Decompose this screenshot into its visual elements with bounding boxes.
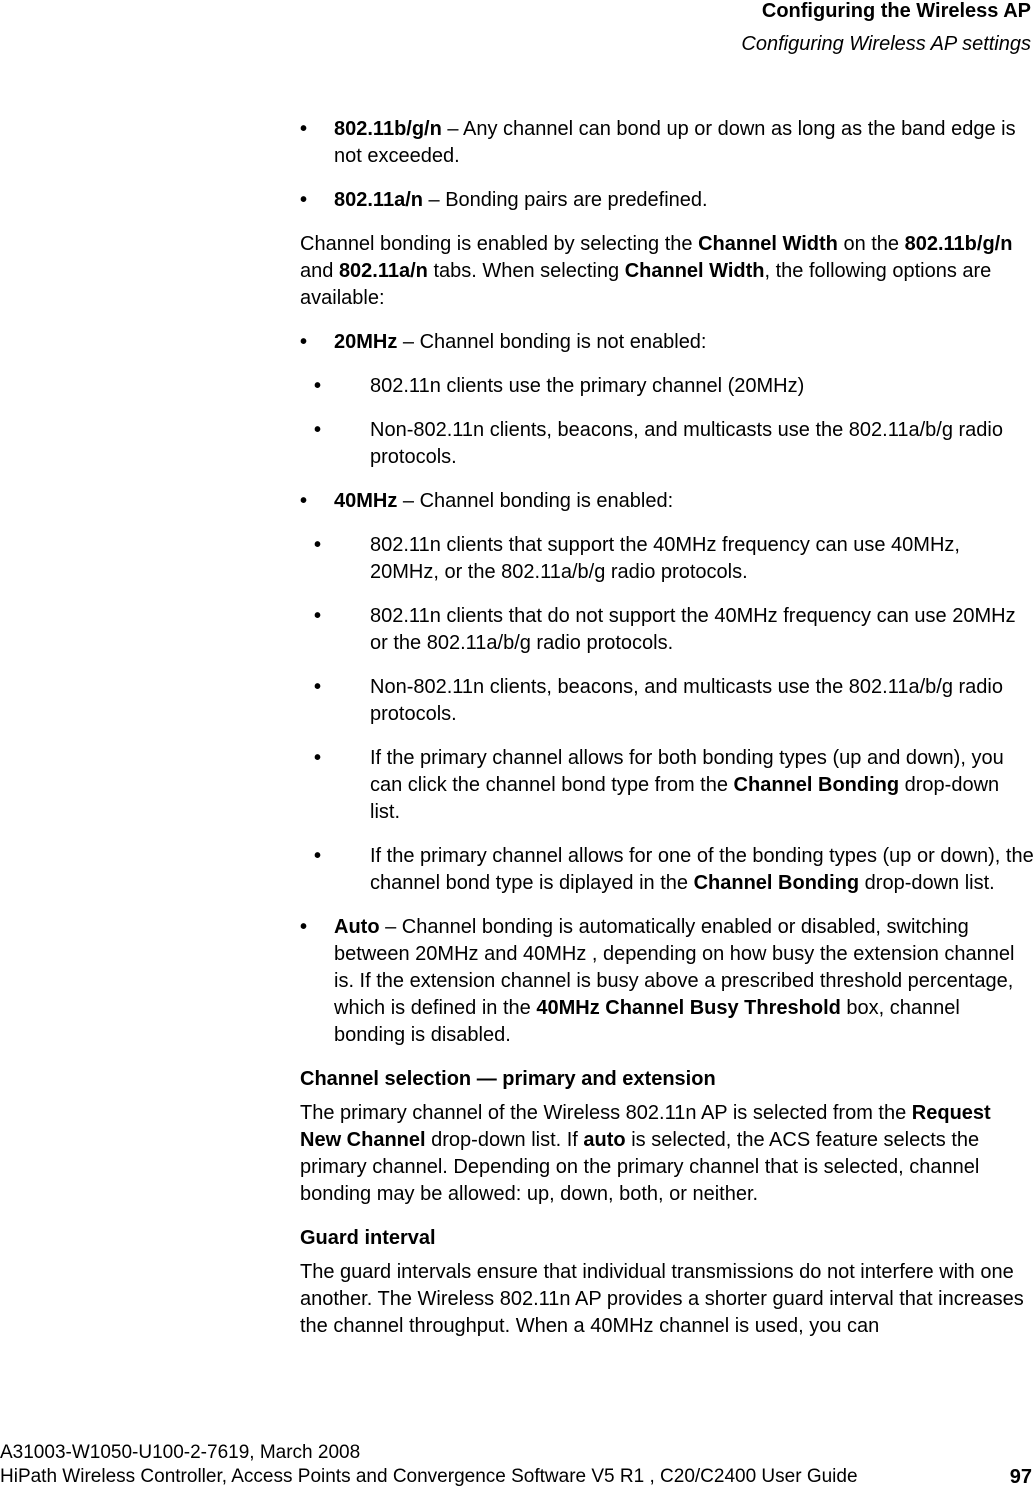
keyword: Request New Channel bbox=[300, 1102, 991, 1151]
bullet-icon: • bbox=[314, 845, 322, 867]
sub-bullet bbox=[300, 373, 1034, 400]
bullet-802-11bgn bbox=[300, 116, 1034, 170]
text: and bbox=[300, 260, 339, 282]
footer-doc-id: A31003-W1050-U100-2-7619, March 2008 bbox=[0, 1442, 361, 1463]
text: is selected, the ACS feature selects the primary channel. Depending on the primary channel that is selected, channel bonding may be allowed: up, down, both, or neither. bbox=[300, 1129, 980, 1205]
text: Channel bonding is enabled by selecting the bbox=[300, 233, 699, 255]
text: If the primary channel allows for both bonding types (up and down), you can click the channel bond type from the bbox=[370, 747, 1004, 796]
term: 40MHz bbox=[334, 490, 398, 512]
sub-bullet bbox=[300, 532, 1034, 586]
keyword: 40MHz Channel Busy Threshold bbox=[536, 997, 841, 1019]
bullet-icon: • bbox=[314, 419, 322, 441]
bullet-802-11an bbox=[300, 187, 1034, 214]
page-body bbox=[300, 116, 1034, 1357]
text: drop-down list. bbox=[370, 774, 1000, 823]
bullet-icon: • bbox=[314, 676, 322, 698]
text: , the following options are available: bbox=[300, 260, 992, 309]
bullet-text: – Any channel can bond up or down as long as the band edge is not exceeded. bbox=[334, 118, 1016, 167]
text: tabs. When selecting bbox=[427, 260, 625, 282]
sub-bullet bbox=[300, 674, 1034, 728]
keyword: Channel Width bbox=[624, 260, 765, 282]
sub-bullet bbox=[300, 745, 1034, 826]
bullet-icon: • bbox=[300, 189, 308, 211]
term: 20MHz bbox=[334, 331, 398, 353]
bullet-text: 802.11n clients that support the 40MHz frequency can use 40MHz, 20MHz, or the 802.11a/b/g radio protocols. bbox=[370, 534, 960, 583]
bullet-text: Non-802.11n clients, beacons, and multicasts use the 802.11a/b/g radio protocols. bbox=[370, 676, 1003, 725]
bullet-icon: • bbox=[300, 490, 308, 512]
term: Auto bbox=[334, 916, 380, 938]
footer-guide-title: HiPath Wireless Controller, Access Points and Convergence Software V5 R1 , C20/C2400 User Guide bbox=[0, 1466, 858, 1487]
text: The primary channel of the Wireless 802.11n AP is selected from the bbox=[300, 1102, 912, 1124]
page-number: 97 bbox=[1009, 1466, 1032, 1488]
bullet-icon: • bbox=[314, 747, 322, 769]
running-header-subtitle: Configuring Wireless AP settings bbox=[741, 33, 1031, 55]
text: box, channel bonding is disabled. bbox=[334, 997, 960, 1046]
text: on the bbox=[837, 233, 905, 255]
bullet-icon: • bbox=[314, 605, 322, 627]
bullet-icon: • bbox=[300, 916, 308, 938]
bullet-icon: • bbox=[314, 375, 322, 397]
bullet-text: 802.11n clients use the primary channel (20MHz) bbox=[370, 375, 805, 397]
running-header-title: Configuring the Wireless AP bbox=[761, 0, 1031, 22]
text: – Channel bonding is automatically enabled or disabled, switching between 20MHz and 40MHz , depending on how busy the extension channel is. If the extension channel is busy above a prescribed threshold percentage, which is defined in the bbox=[334, 916, 1015, 1019]
keyword: 802.11a/n bbox=[338, 260, 428, 282]
keyword: 802.11b/g/n bbox=[904, 233, 1013, 255]
section-heading-guard-interval: Guard interval bbox=[300, 1227, 436, 1249]
keyword: Channel Bonding bbox=[693, 872, 860, 894]
keyword: auto bbox=[583, 1129, 626, 1151]
sub-bullet bbox=[300, 603, 1034, 657]
text: drop-down list. bbox=[859, 872, 995, 894]
bullet-icon: • bbox=[300, 118, 308, 140]
term: 802.11a/n bbox=[334, 189, 423, 211]
keyword: Channel Width bbox=[698, 233, 838, 255]
sub-bullet bbox=[300, 417, 1034, 471]
keyword: Channel Bonding bbox=[733, 774, 900, 796]
bullet-icon: • bbox=[300, 331, 308, 353]
paragraph-channel-selection bbox=[300, 1100, 1034, 1208]
paragraph-guard-interval: The guard intervals ensure that individual transmissions do not interfere with one another. The Wireless 802.11n AP provides a shorter guard interval that increases the channel throughput. When a 40MHz channel is used, you can bbox=[300, 1261, 1024, 1337]
bullet-40mhz bbox=[300, 488, 1034, 515]
bullet-icon: • bbox=[314, 534, 322, 556]
bullet-20mhz bbox=[300, 329, 1034, 356]
bullet-auto bbox=[300, 914, 1034, 1049]
bullet-text: – Channel bonding is not enabled: bbox=[397, 331, 707, 353]
bullet-text: Non-802.11n clients, beacons, and multicasts use the 802.11a/b/g radio protocols. bbox=[370, 419, 1003, 468]
bullet-text: – Channel bonding is enabled: bbox=[397, 490, 674, 512]
bullet-text: 802.11n clients that do not support the 40MHz frequency can use 20MHz or the 802.11a/b/g radio protocols. bbox=[370, 605, 1016, 654]
sub-bullet bbox=[300, 843, 1034, 897]
bullet-text: – Bonding pairs are predefined. bbox=[422, 189, 708, 211]
term: 802.11b/g/n bbox=[334, 118, 442, 140]
text: If the primary channel allows for one of the bonding types (up or down), the channel bond type is diplayed in the bbox=[370, 845, 1034, 894]
section-heading-channel-selection: Channel selection — primary and extension bbox=[300, 1068, 716, 1090]
paragraph-channel-bonding bbox=[300, 231, 1034, 312]
text: drop-down list. If bbox=[425, 1129, 584, 1151]
